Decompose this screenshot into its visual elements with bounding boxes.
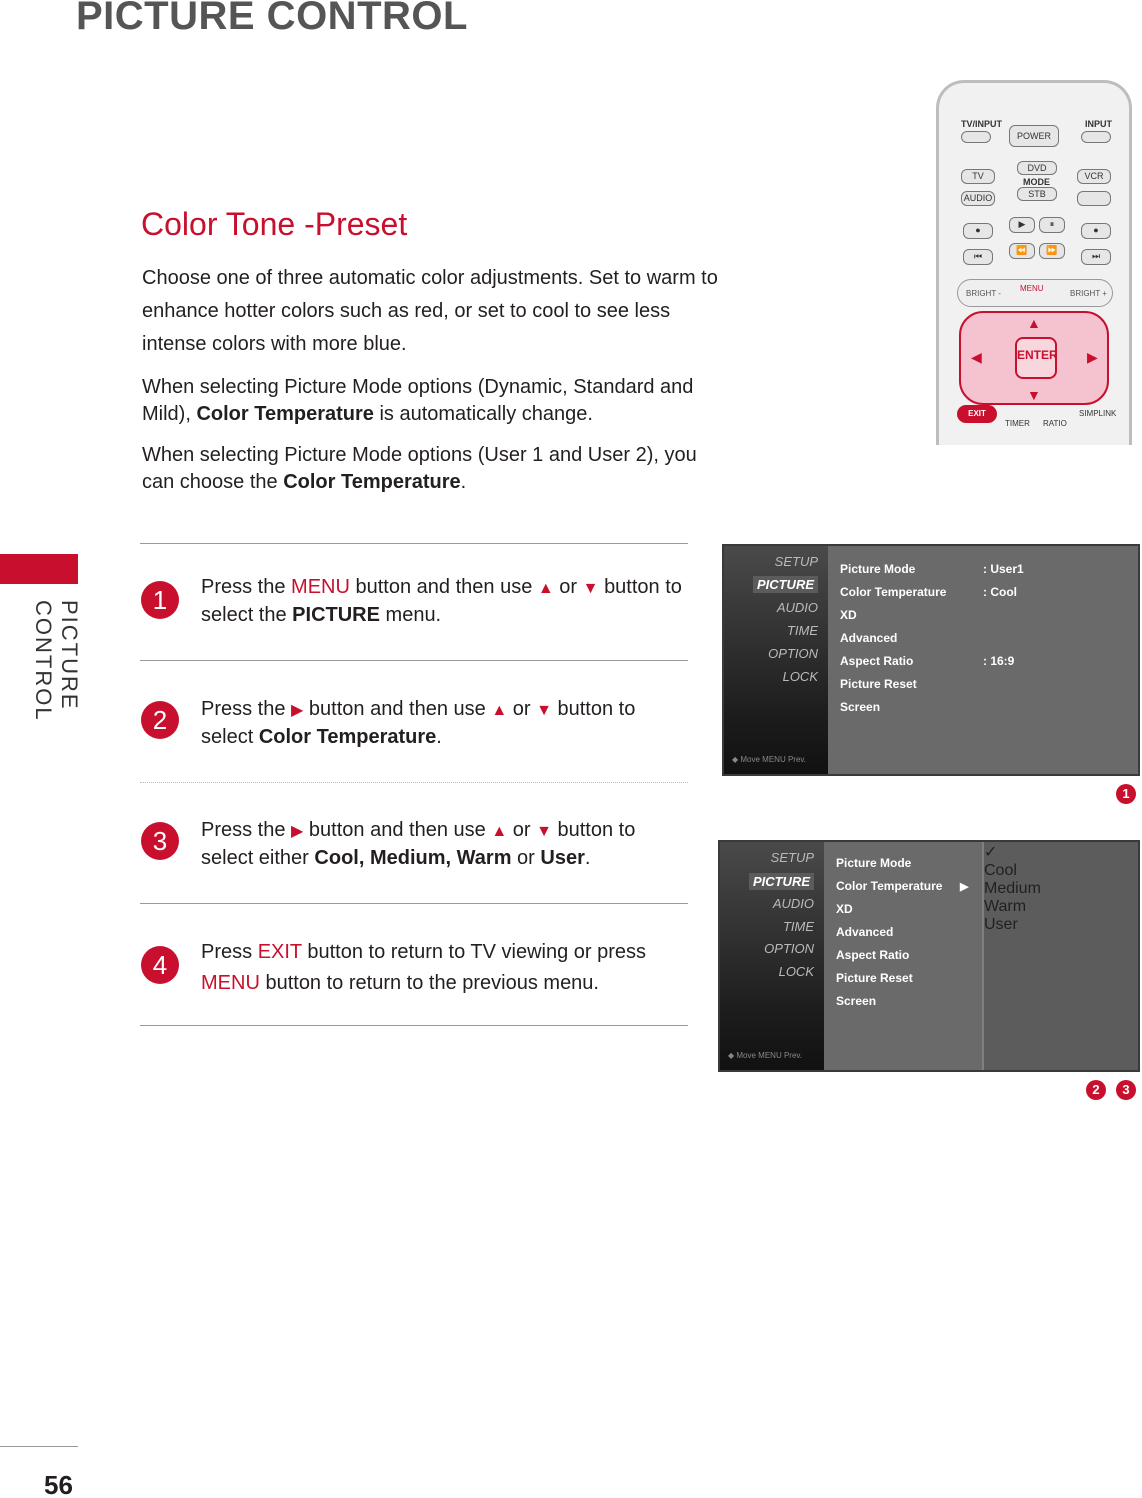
osd-left-menu <box>720 842 824 1070</box>
osd-menu-time: TIME <box>786 623 818 638</box>
section-title: Color Tone -Preset <box>141 206 408 242</box>
pad-down-arrow-icon: ▼ <box>1027 387 1041 403</box>
remote-ratio-label: RATIO <box>1043 419 1067 428</box>
step-divider <box>140 543 688 544</box>
remote-mode-label: MODE <box>1023 177 1050 187</box>
osd-row-picture-reset: Picture Reset <box>840 677 917 691</box>
step-divider <box>140 1025 688 1026</box>
osd-row-xd: XD <box>840 608 857 622</box>
remote-prev-button: ⏮ <box>963 249 993 265</box>
osd-check-icon: ✓ <box>984 844 998 861</box>
up-arrow-icon: ▲ <box>491 823 508 840</box>
osd-nav-hint: ◆ Move MENU Prev. <box>728 1051 803 1060</box>
remote-tv-button: TV <box>961 169 995 184</box>
step-1-text: Press the MENU button and then use ▲ or ▼ button to select the PICTURE menu. <box>201 576 682 626</box>
step-divider <box>140 782 688 783</box>
osd-value-picture-mode: : User1 <box>983 562 1024 576</box>
osd-row-aspect-ratio: Aspect Ratio <box>840 654 914 668</box>
step-number-2: 2 <box>141 701 179 739</box>
osd-option-medium: Medium <box>984 880 1041 897</box>
osd-submenu-arrow-icon: ▶ <box>960 881 969 893</box>
intro-paragraph-3: When selecting Picture Mode options (User 1 and User 2), you can choose the Color Temperature. <box>142 444 697 493</box>
remote-tv-input-button <box>961 131 991 143</box>
osd-option-warm: Warm <box>984 898 1027 915</box>
osd-screenshot-2 <box>718 840 1140 1072</box>
osd-menu-lock: LOCK <box>782 669 818 684</box>
down-arrow-icon: ▼ <box>582 580 599 597</box>
remote-exit-button: EXIT <box>957 405 997 423</box>
osd-menu-picture: PICTURE <box>753 576 818 593</box>
step-3-text: Press the ▶ button and then use ▲ or ▼ button to select either Cool, Medium, Warm or User. <box>201 819 636 869</box>
osd-option-cool: Cool <box>984 862 1017 879</box>
osd-row-color-temperature: Color Temperature <box>840 585 947 599</box>
osd-row-color-temperature: Color Temperature <box>836 879 943 893</box>
remote-pause-button: ⏸ <box>1039 217 1065 233</box>
osd-row-picture-reset: Picture Reset <box>836 971 913 985</box>
osd-menu-setup: SETUP <box>774 554 818 569</box>
screen-2-badge: 2 <box>1086 1080 1106 1100</box>
remote-enter-button: ENTER <box>1015 337 1057 379</box>
remote-bright-minus-label: BRIGHT - <box>966 289 1001 298</box>
osd-row-aspect-ratio: Aspect Ratio <box>836 948 910 962</box>
osd-menu-lock: LOCK <box>778 964 814 979</box>
step-divider <box>140 903 688 904</box>
remote-rewind-button: ⏪ <box>1009 243 1035 259</box>
remote-control-illustration <box>936 80 1132 445</box>
osd-row-xd: XD <box>836 902 853 916</box>
remote-menu-row <box>957 279 1113 307</box>
osd-row-advanced: Advanced <box>836 925 894 939</box>
osd-picture-menu <box>828 546 1138 774</box>
step-divider <box>140 660 688 661</box>
osd-left-menu <box>724 546 828 774</box>
remote-bright-plus-label: BRIGHT + <box>1070 289 1107 298</box>
remote-audio-button: AUDIO <box>961 191 995 206</box>
osd-value-color-temperature: : Cool <box>983 585 1017 599</box>
step-number-1: 1 <box>141 581 179 619</box>
step-number-3: 3 <box>141 822 179 860</box>
osd-row-advanced: Advanced <box>840 631 898 645</box>
remote-stb-button: STB <box>1017 187 1057 201</box>
remote-next-button: ⏭ <box>1081 249 1111 265</box>
osd-row-picture-mode: Picture Mode <box>836 856 912 870</box>
osd-nav-hint: ◆ Move MENU Prev. <box>732 755 807 764</box>
remote-stop-button: ● <box>1081 223 1111 239</box>
osd-menu-audio: AUDIO <box>776 600 818 615</box>
osd-color-temperature-options <box>982 842 1138 1070</box>
remote-record-button: ● <box>963 223 993 239</box>
step-2-text: Press the ▶ button and then use ▲ or ▼ button to select Color Temperature. <box>201 698 636 748</box>
intro-paragraph-1: Choose one of three automatic color adjustments. Set to warm to enhance hotter colors such as red, or set to cool to see less intense colors with more blue. <box>142 267 718 355</box>
remote-dvd-button: DVD <box>1017 161 1057 175</box>
osd-picture-menu <box>824 842 982 1070</box>
osd-option-user: User <box>984 916 1018 933</box>
osd-row-screen: Screen <box>836 994 877 1008</box>
remote-menu-label: MENU <box>1020 284 1044 293</box>
osd-menu-option: OPTION <box>768 646 818 661</box>
step-number-4: 4 <box>141 946 179 984</box>
remote-ff-button: ⏩ <box>1039 243 1065 259</box>
up-arrow-icon: ▲ <box>537 580 554 597</box>
remote-navigation-pad <box>959 311 1109 405</box>
page-number: 56 <box>44 1470 73 1498</box>
remote-cable-button <box>1077 191 1111 206</box>
pad-up-arrow-icon: ▲ <box>1027 315 1041 331</box>
remote-vcr-button: VCR <box>1077 169 1111 184</box>
footer-divider <box>0 1446 78 1447</box>
osd-menu-option: OPTION <box>764 941 814 956</box>
osd-screenshot-1 <box>722 544 1140 776</box>
right-arrow-icon: ▶ <box>291 823 304 840</box>
screen-1-badge: 1 <box>1116 784 1136 804</box>
osd-menu-audio: AUDIO <box>772 896 814 911</box>
right-arrow-icon: ▶ <box>291 702 304 719</box>
remote-input-label: INPUT <box>1085 119 1112 129</box>
remote-timer-label: TIMER <box>1005 419 1030 428</box>
pad-left-arrow-icon: ◀ <box>971 349 982 365</box>
page-header: PICTURE CONTROL <box>76 0 468 38</box>
remote-play-button: ▶ <box>1009 217 1035 233</box>
osd-row-screen: Screen <box>840 700 881 714</box>
intro-paragraph-2: When selecting Picture Mode options (Dynamic, Standard and Mild), Color Temperature is automatically change. <box>142 376 694 425</box>
screen-3-badge: 3 <box>1116 1080 1136 1100</box>
osd-menu-setup: SETUP <box>770 850 814 865</box>
remote-power-button: POWER <box>1009 125 1059 147</box>
up-arrow-icon: ▲ <box>491 702 508 719</box>
remote-simplink-label: SIMPLINK <box>1079 409 1117 418</box>
down-arrow-icon: ▼ <box>536 702 552 719</box>
remote-input-button <box>1081 131 1111 143</box>
step-4-text: Press EXIT button to return to TV viewing or press MENU button to return to the previous menu. <box>201 941 647 994</box>
osd-menu-time: TIME <box>782 919 814 934</box>
osd-value-aspect-ratio: : 16:9 <box>983 654 1015 668</box>
side-tab-marker <box>0 554 78 584</box>
pad-right-arrow-icon: ▶ <box>1087 349 1098 365</box>
osd-menu-picture: PICTURE <box>749 873 814 890</box>
down-arrow-icon: ▼ <box>536 823 552 840</box>
osd-row-picture-mode: Picture Mode <box>840 562 916 576</box>
remote-tv-input-label: TV/INPUT <box>961 119 1003 129</box>
side-chapter-label: PICTURE CONTROL <box>31 600 82 722</box>
